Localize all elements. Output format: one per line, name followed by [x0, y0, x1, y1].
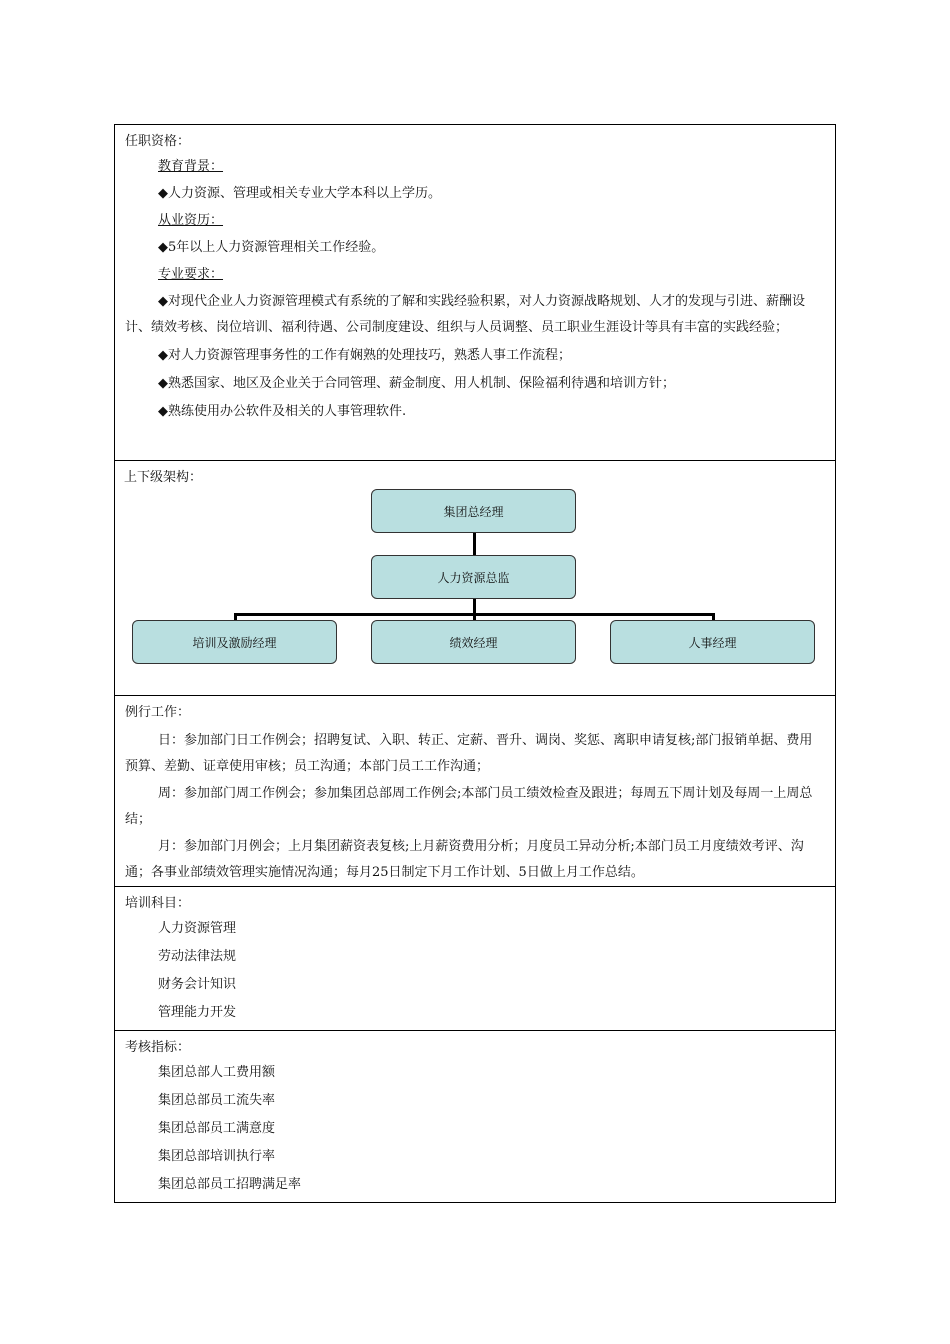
professional-item: ◆对人力资源管理事务性的工作有娴熟的处理技巧，熟悉人事工作流程； [158, 348, 571, 363]
kpi-item: 集团总部员工流失率 [158, 1093, 276, 1108]
routine-weekly: 周：参加部门周工作例会；参加集团总部周工作例会;本部门员工绩效检查及跟进；每周五下周计划及每周一上周总结； [125, 786, 813, 827]
job-description-table [114, 124, 836, 1203]
routine-section [115, 695, 835, 886]
routine-heading: 例行工作： [125, 705, 191, 720]
structure-heading: 上下级架构： [124, 470, 203, 485]
education-label: 教育背景： [158, 159, 224, 174]
kpi-item: 集团总部员工满意度 [158, 1121, 276, 1136]
structure-section [115, 460, 835, 695]
kpi-item: 集团总部员工招聘满足率 [158, 1177, 302, 1192]
org-node-subordinate: 人事经理 [610, 620, 815, 664]
professional-item: ◆对现代企业人力资源管理模式有系统的了解和实践经验积累，对人力资源战略规划、人才的发现与引进、薪酬设计、绩效考核、岗位培训、福利待遇、公司制度建设、组织与人员调整、员工职业生涯设计等具有丰富的实践经验； [125, 294, 805, 335]
routine-daily: 日：参加部门日工作例会；招聘复试、入职、转正、定薪、晋升、调岗、奖惩、离职申请复核;部门报销单据、费用预算、差勤、证章使用审核；员工沟通；本部门员工工作沟通； [125, 733, 813, 774]
experience-item: ◆5年以上人力资源管理相关工作经验。 [158, 240, 385, 255]
education-item: ◆人力资源、管理或相关专业大学本科以上学历。 [158, 186, 441, 201]
org-node-subordinate: 绩效经理 [371, 620, 576, 664]
connector-line [473, 533, 476, 555]
qualifications-section [115, 125, 835, 460]
training-item: 劳动法律法规 [158, 949, 237, 964]
training-item: 管理能力开发 [158, 1005, 237, 1020]
org-node-subordinate: 培训及激励经理 [132, 620, 337, 664]
training-item: 财务会计知识 [158, 977, 237, 992]
professional-item: ◆熟悉国家、地区及企业关于合同管理、薪金制度、用人机制、保险福利待遇和培训方针； [158, 376, 675, 391]
training-item: 人力资源管理 [158, 921, 237, 936]
org-chart [124, 489, 825, 697]
professional-item: ◆熟练使用办公软件及相关的人事管理软件. [158, 404, 407, 419]
kpi-item: 集团总部人工费用额 [158, 1065, 276, 1080]
qualifications-heading: 任职资格： [125, 134, 191, 149]
org-node-top: 集团总经理 [371, 489, 576, 533]
professional-label: 专业要求： [158, 267, 224, 282]
experience-label: 从业资历： [158, 213, 224, 228]
kpi-section [115, 1030, 835, 1202]
training-section [115, 886, 835, 1030]
org-node-middle: 人力资源总监 [371, 555, 576, 599]
kpi-item: 集团总部培训执行率 [158, 1149, 276, 1164]
routine-monthly: 月：参加部门月例会；上月集团薪资表复核;上月薪资费用分析；月度员工异动分析;本部门员工月度绩效考评、沟通；各事业部绩效管理实施情况沟通；每月25日制定下月工作计划、5日做上月工作总结。 [125, 839, 804, 880]
training-heading: 培训科目： [125, 896, 191, 911]
kpi-heading: 考核指标： [125, 1040, 191, 1055]
